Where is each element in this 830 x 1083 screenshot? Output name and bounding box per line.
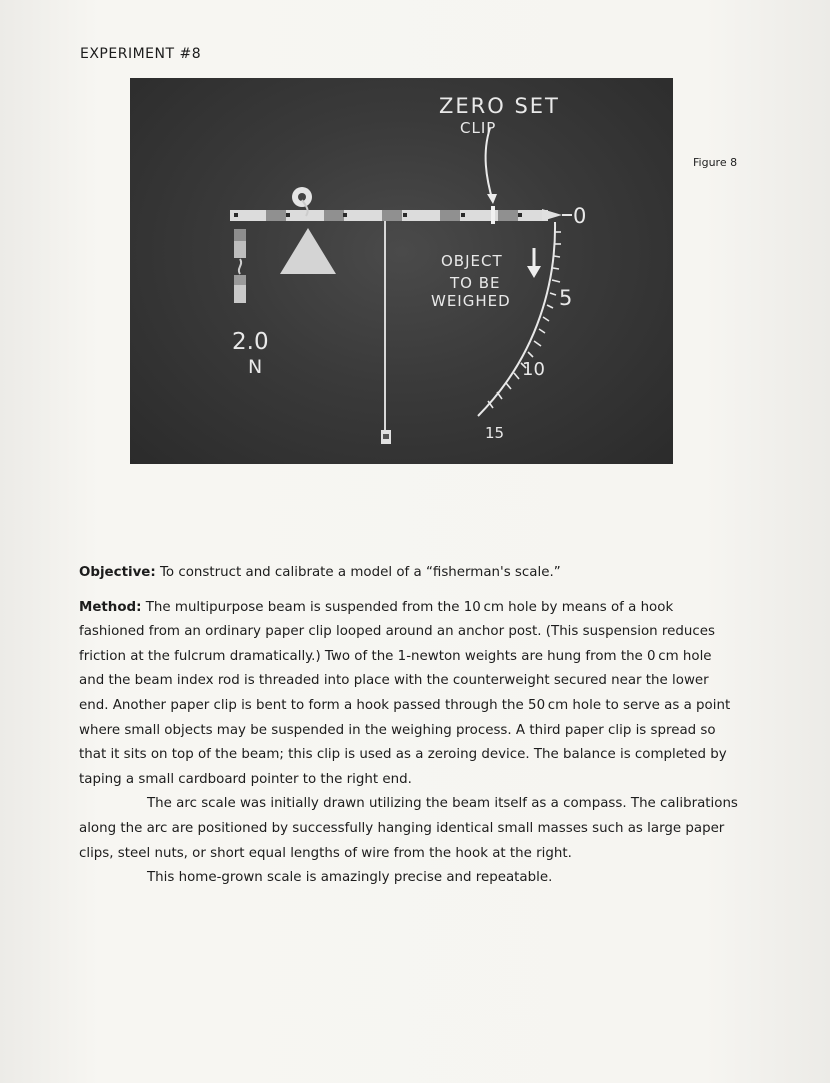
method-label: Method: xyxy=(79,599,142,615)
objective-text: To construct and calibrate a model of a “fisherman's scale.” xyxy=(155,565,561,580)
zero-set-label: ZERO SET xyxy=(439,94,560,118)
arc-scale-paragraph: The arc scale was initially drawn utilizing the beam itself as a compass. The calibrations along the arc are positioned by successfully hanging identical small masses such as large paper clips, steel nuts, or short equal lengths of wire from the hook at the right. xyxy=(79,796,738,861)
scale-mark-10: 10 xyxy=(522,359,545,380)
scale-mark-0: 0 xyxy=(573,204,587,228)
pointer xyxy=(542,209,562,221)
body-text xyxy=(79,561,739,891)
method-text: The multipurpose beam is suspended from the 10 cm hole by means of a hook fashioned from an ordinary paper clip looped around an anchor post. (This suspension reduces friction at the fulcrum dramatically.) Two of the 1-newton weights are hung from the 0 cm hole and the beam index rod is threaded into place with the counterweight secured near the lower end. Another paper clip is bent to form a hook passed through the 50 cm hole to serve as a point where small objects may be suspended in the weighing process. A third paper clip is spread so that it sits on top of the beam; this clip is used as a zeroing device. The balance is completed by taping a small cardboard pointer to the right end. xyxy=(79,599,731,787)
object-label-line2: TO BE xyxy=(450,274,501,292)
objective-paragraph xyxy=(79,561,739,586)
object-label-line3: WEIGHED xyxy=(431,292,511,310)
objective-label: Objective: xyxy=(79,565,156,580)
weight-value-label: 2.0 xyxy=(232,329,269,355)
scale-illustration xyxy=(130,78,673,464)
clip-label: CLIP xyxy=(460,119,497,137)
closing-paragraph: This home-grown scale is amazingly precise and repeatable. xyxy=(147,870,553,886)
zero-set-clip xyxy=(491,206,495,224)
fulcrum-triangle xyxy=(280,228,336,274)
figure-caption: Figure 8 xyxy=(693,156,738,169)
method-paragraph xyxy=(79,596,739,793)
weight-unit-label: N xyxy=(248,356,263,378)
scale-mark-15: 15 xyxy=(485,424,505,442)
experiment-heading: EXPERIMENT #8 xyxy=(80,46,202,62)
scale-mark-5: 5 xyxy=(559,286,573,310)
figure-photograph xyxy=(130,78,673,464)
object-label-line1: OBJECT xyxy=(441,252,503,270)
